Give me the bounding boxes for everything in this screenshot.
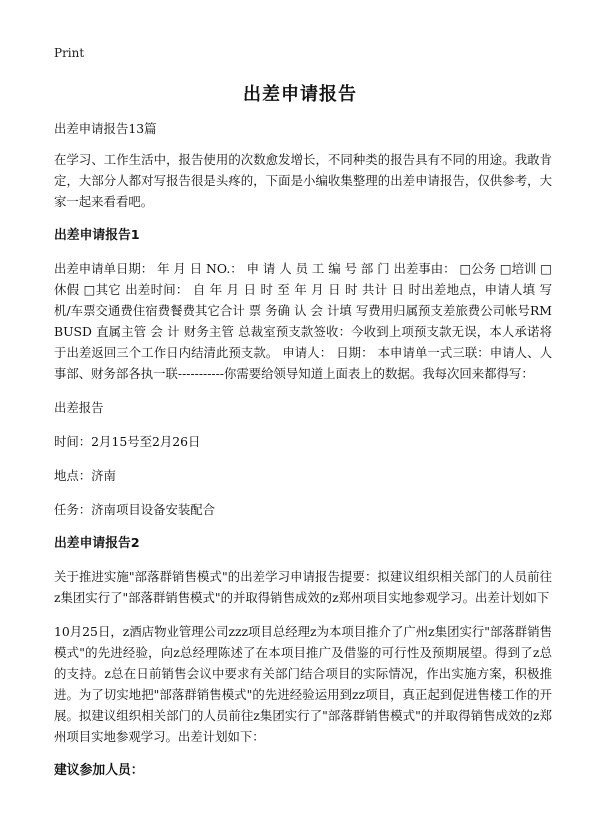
section2-paragraph-1: 关于推进实施"部落群销售模式"的出差学习申请报告提要：拟建议组织相关部门的人员前往z集团实行了"部落群销售模式"的并取得销售成效的z郑州项目实地参观学习。出差计划如下 xyxy=(54,569,552,605)
article-body xyxy=(54,118,552,793)
report-task: 任务：济南项目设备安装配合 xyxy=(54,502,216,517)
page-title: 出差申请报告 xyxy=(243,84,357,105)
report-time: 时间：2月15号至2月26日 xyxy=(54,434,201,449)
print-link[interactable]: Print xyxy=(54,46,85,60)
intro-paragraph: 在学习、工作生活中，报告使用的次数愈发增长，不同种类的报告具有不同的用途。我敢肯定，大部分人都对写报告很是头疼的，下面是小编收集整理的出差申请报告，仅供参考，大家一起来看看吧。 xyxy=(54,152,552,209)
section2-paragraph-2: 10月25日，z酒店物业管理公司zzz项目总经理z为本项目推介了广州z集团实行"部落群销售模式"的先进经验，向z总经理陈述了在本项目推广及借鉴的可行性及预期展望。得到了z总的支持。z总在日前销售会议中要求有关部门结合项目的实际情况，作出实施方案，积极推进。为了切实地把"部落群销售模式"的先进经验运用到zz项目，真正起到促进售楼工作的开展。拟建议组织相关部门的人员前往z集团实行了"部落群销售模式"的并取得销售成效的z郑州项目实地参观学习。出差计划如下： xyxy=(54,624,552,744)
participants-heading: 建议参加人员： xyxy=(54,763,144,778)
report-place: 地点：济南 xyxy=(54,468,116,483)
section-heading-1: 出差申请报告1 xyxy=(54,228,140,243)
report-title: 出差报告 xyxy=(54,400,104,415)
article-subtitle: 出差申请报告13篇 xyxy=(54,121,157,136)
section-heading-2: 出差申请报告2 xyxy=(54,536,140,551)
form-paragraph: 出差申请单日期： 年 月 日 NO.： 申 请 人 员 工 编 号 部 门 出差事由： □公务 □培训 □休假 □其它 出差时间： 自 年 月 日 时 至 年 月 日 时 共计 日 时出差地点，申请人填 写机/车票交通费住宿费餐费其它合计 票 务确 认 会 计填 写费用归属预支差旅费公司帐号RMBUSD 直属主管 会 计 财务主管 总裁室预支款签收：今收到上项预支款无误，本人承诺将于出差返回三个工作日内结清此预支款。 申请人： 日期： 本申请单一式三联：申请人、人事部、财务部各执一联-----------你需要给领导知道上面表上的数据。我每次回来都得写： xyxy=(54,261,553,381)
